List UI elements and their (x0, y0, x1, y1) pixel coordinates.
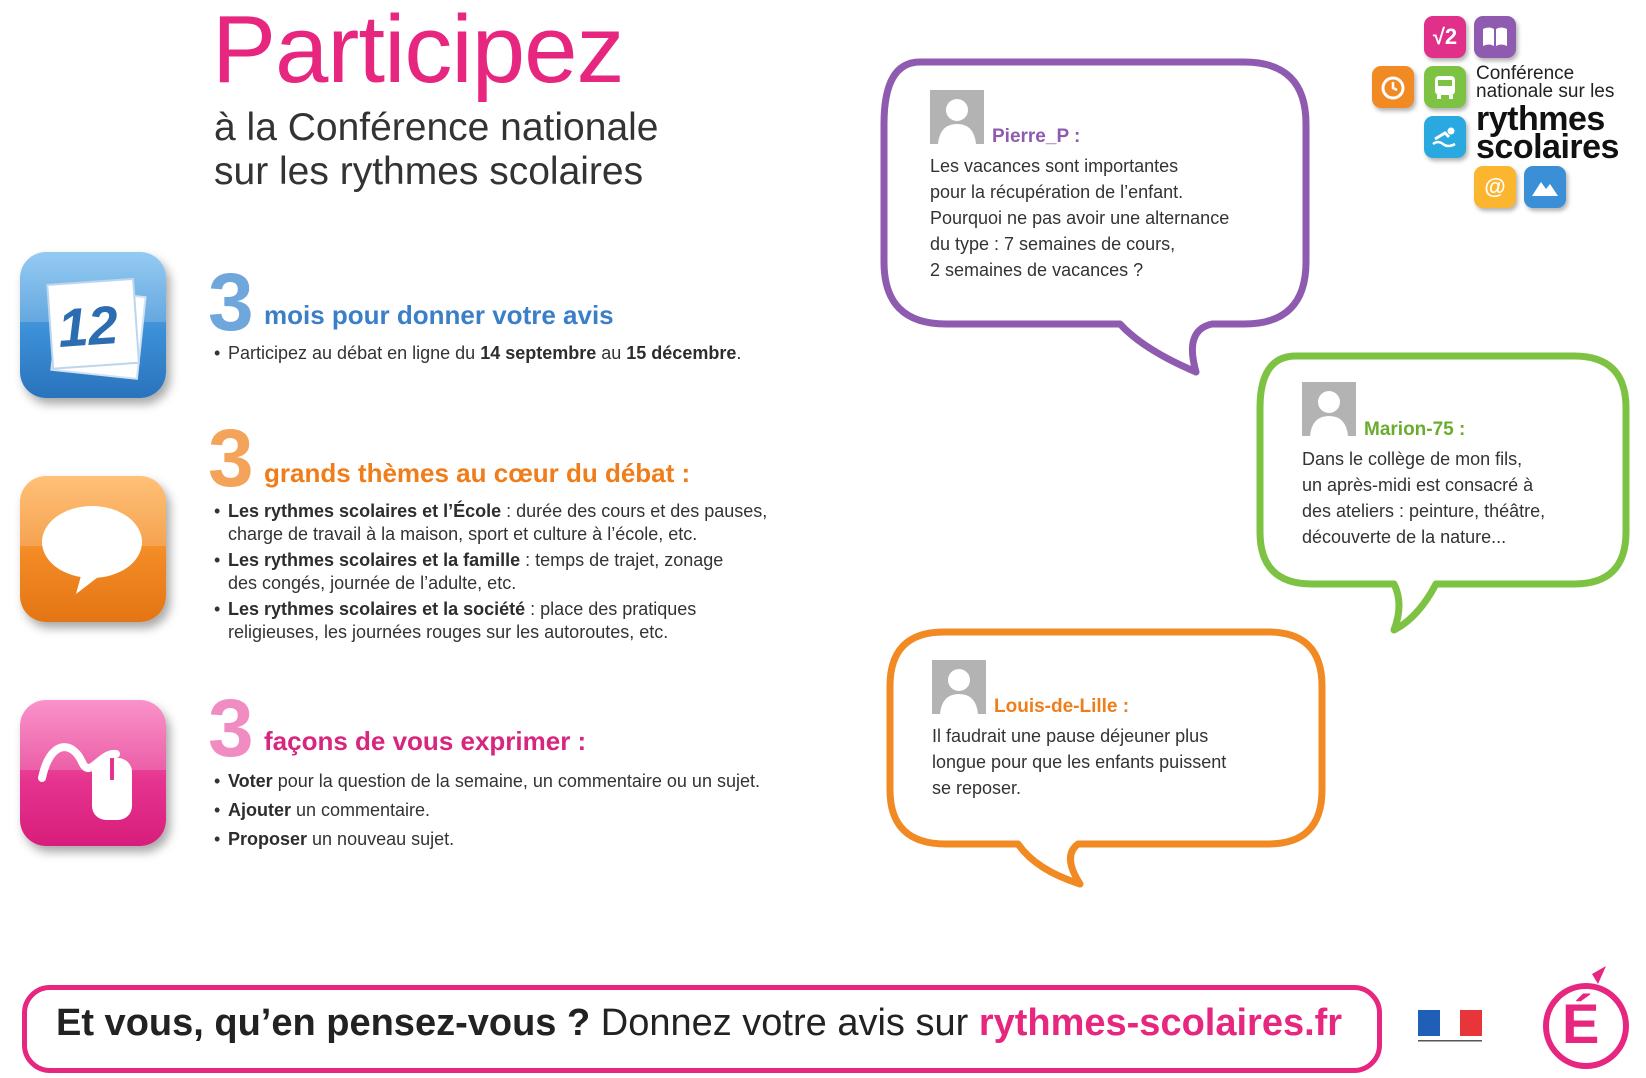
section-2-bullet-3: • Les rythmes scolaires et la société : place des pratiques religieuses, les journées rouges sur les autoroutes, etc. (214, 598, 814, 644)
alarm-clock-icon (1372, 66, 1414, 108)
page-title: Participez (212, 0, 624, 103)
section-2-number: 3 (208, 413, 254, 504)
section-1-heading: mois pour donner votre avis (264, 300, 614, 330)
section-1-bullet: • Participez au débat en ligne du 14 septembre au 15 décembre. (214, 342, 774, 365)
swimmer-icon (1424, 116, 1466, 158)
avatar-marion (1302, 382, 1356, 436)
username-louis: Louis-de-Lille : (994, 696, 1130, 717)
avatar-louis (932, 660, 986, 714)
username-marion: Marion-75 : (1364, 419, 1466, 440)
sqrt-icon: √2 (1424, 16, 1466, 58)
section-3-bullet-3: • Proposer un nouveau sujet. (214, 826, 814, 852)
logo-line-4: scolaires (1476, 128, 1619, 166)
footer-text (56, 1002, 1342, 1045)
footer-site-link[interactable]: rythmes-scolaires.fr (978, 1002, 1343, 1044)
footer-cta: Donnez votre avis sur (590, 1002, 979, 1044)
section-3-heading: façons de vous exprimer : (264, 726, 587, 756)
subtitle-line-2: sur les rythmes scolaires (214, 150, 644, 193)
section-2-bullet-2: • Les rythmes scolaires et la famille : temps de trajet, zonage des congés, journée de l’adulte, etc. (214, 549, 814, 595)
comment-louis: Il faudrait une pause déjeuner plus longue pour que les enfants puissent se reposer. (932, 726, 1227, 798)
avatar-pierre (930, 90, 984, 144)
french-republic-flag (1418, 1010, 1482, 1040)
section-2-bullet-1: • Les rythmes scolaires et l’École : durée des cours et des pauses, charge de travail à la maison, sport et culture à l’école, etc. (214, 500, 814, 546)
logo-line-2: nationale sur les (1476, 81, 1615, 102)
section-1-number: 3 (208, 257, 254, 348)
book-icon (1474, 16, 1516, 58)
at-sign-icon: @ (1474, 166, 1516, 208)
username-pierre: Pierre_P : (992, 126, 1081, 147)
bus-icon (1424, 66, 1466, 108)
section-3-number: 3 (208, 683, 254, 774)
comment-marion: Dans le collège de mon fils, un après-midi est consacré à des ateliers : peinture, théâtre, découverte de la nature... (1302, 449, 1546, 547)
section-2-heading: grands thèmes au cœur du débat : (264, 458, 691, 488)
section-3-bullet-1: • Voter pour la question de la semaine, un commentaire ou un sujet. (214, 768, 814, 794)
subtitle-line-1: à la Conférence nationale (214, 106, 659, 149)
calendar-number: 12 (55, 294, 121, 360)
section-3-bullet-2: • Ajouter un commentaire. (214, 797, 814, 823)
footer-question: Et vous, qu’en pensez-vous ? (56, 1002, 591, 1044)
ministry-letter: É (1562, 992, 1600, 1055)
comment-pierre: Les vacances sont importantes pour la récupération de l’enfant. Pourquoi ne pas avoir une alternance du type : 7 semaines de cours, 2 semaines de vacances ? (930, 156, 1230, 280)
logo-line-1: Conférence (1476, 63, 1575, 84)
conference-logo (1368, 14, 1638, 214)
education-ministry-logo (1540, 966, 1636, 1070)
mountain-icon (1524, 166, 1566, 208)
logo-line-3: rythmes (1476, 100, 1605, 138)
